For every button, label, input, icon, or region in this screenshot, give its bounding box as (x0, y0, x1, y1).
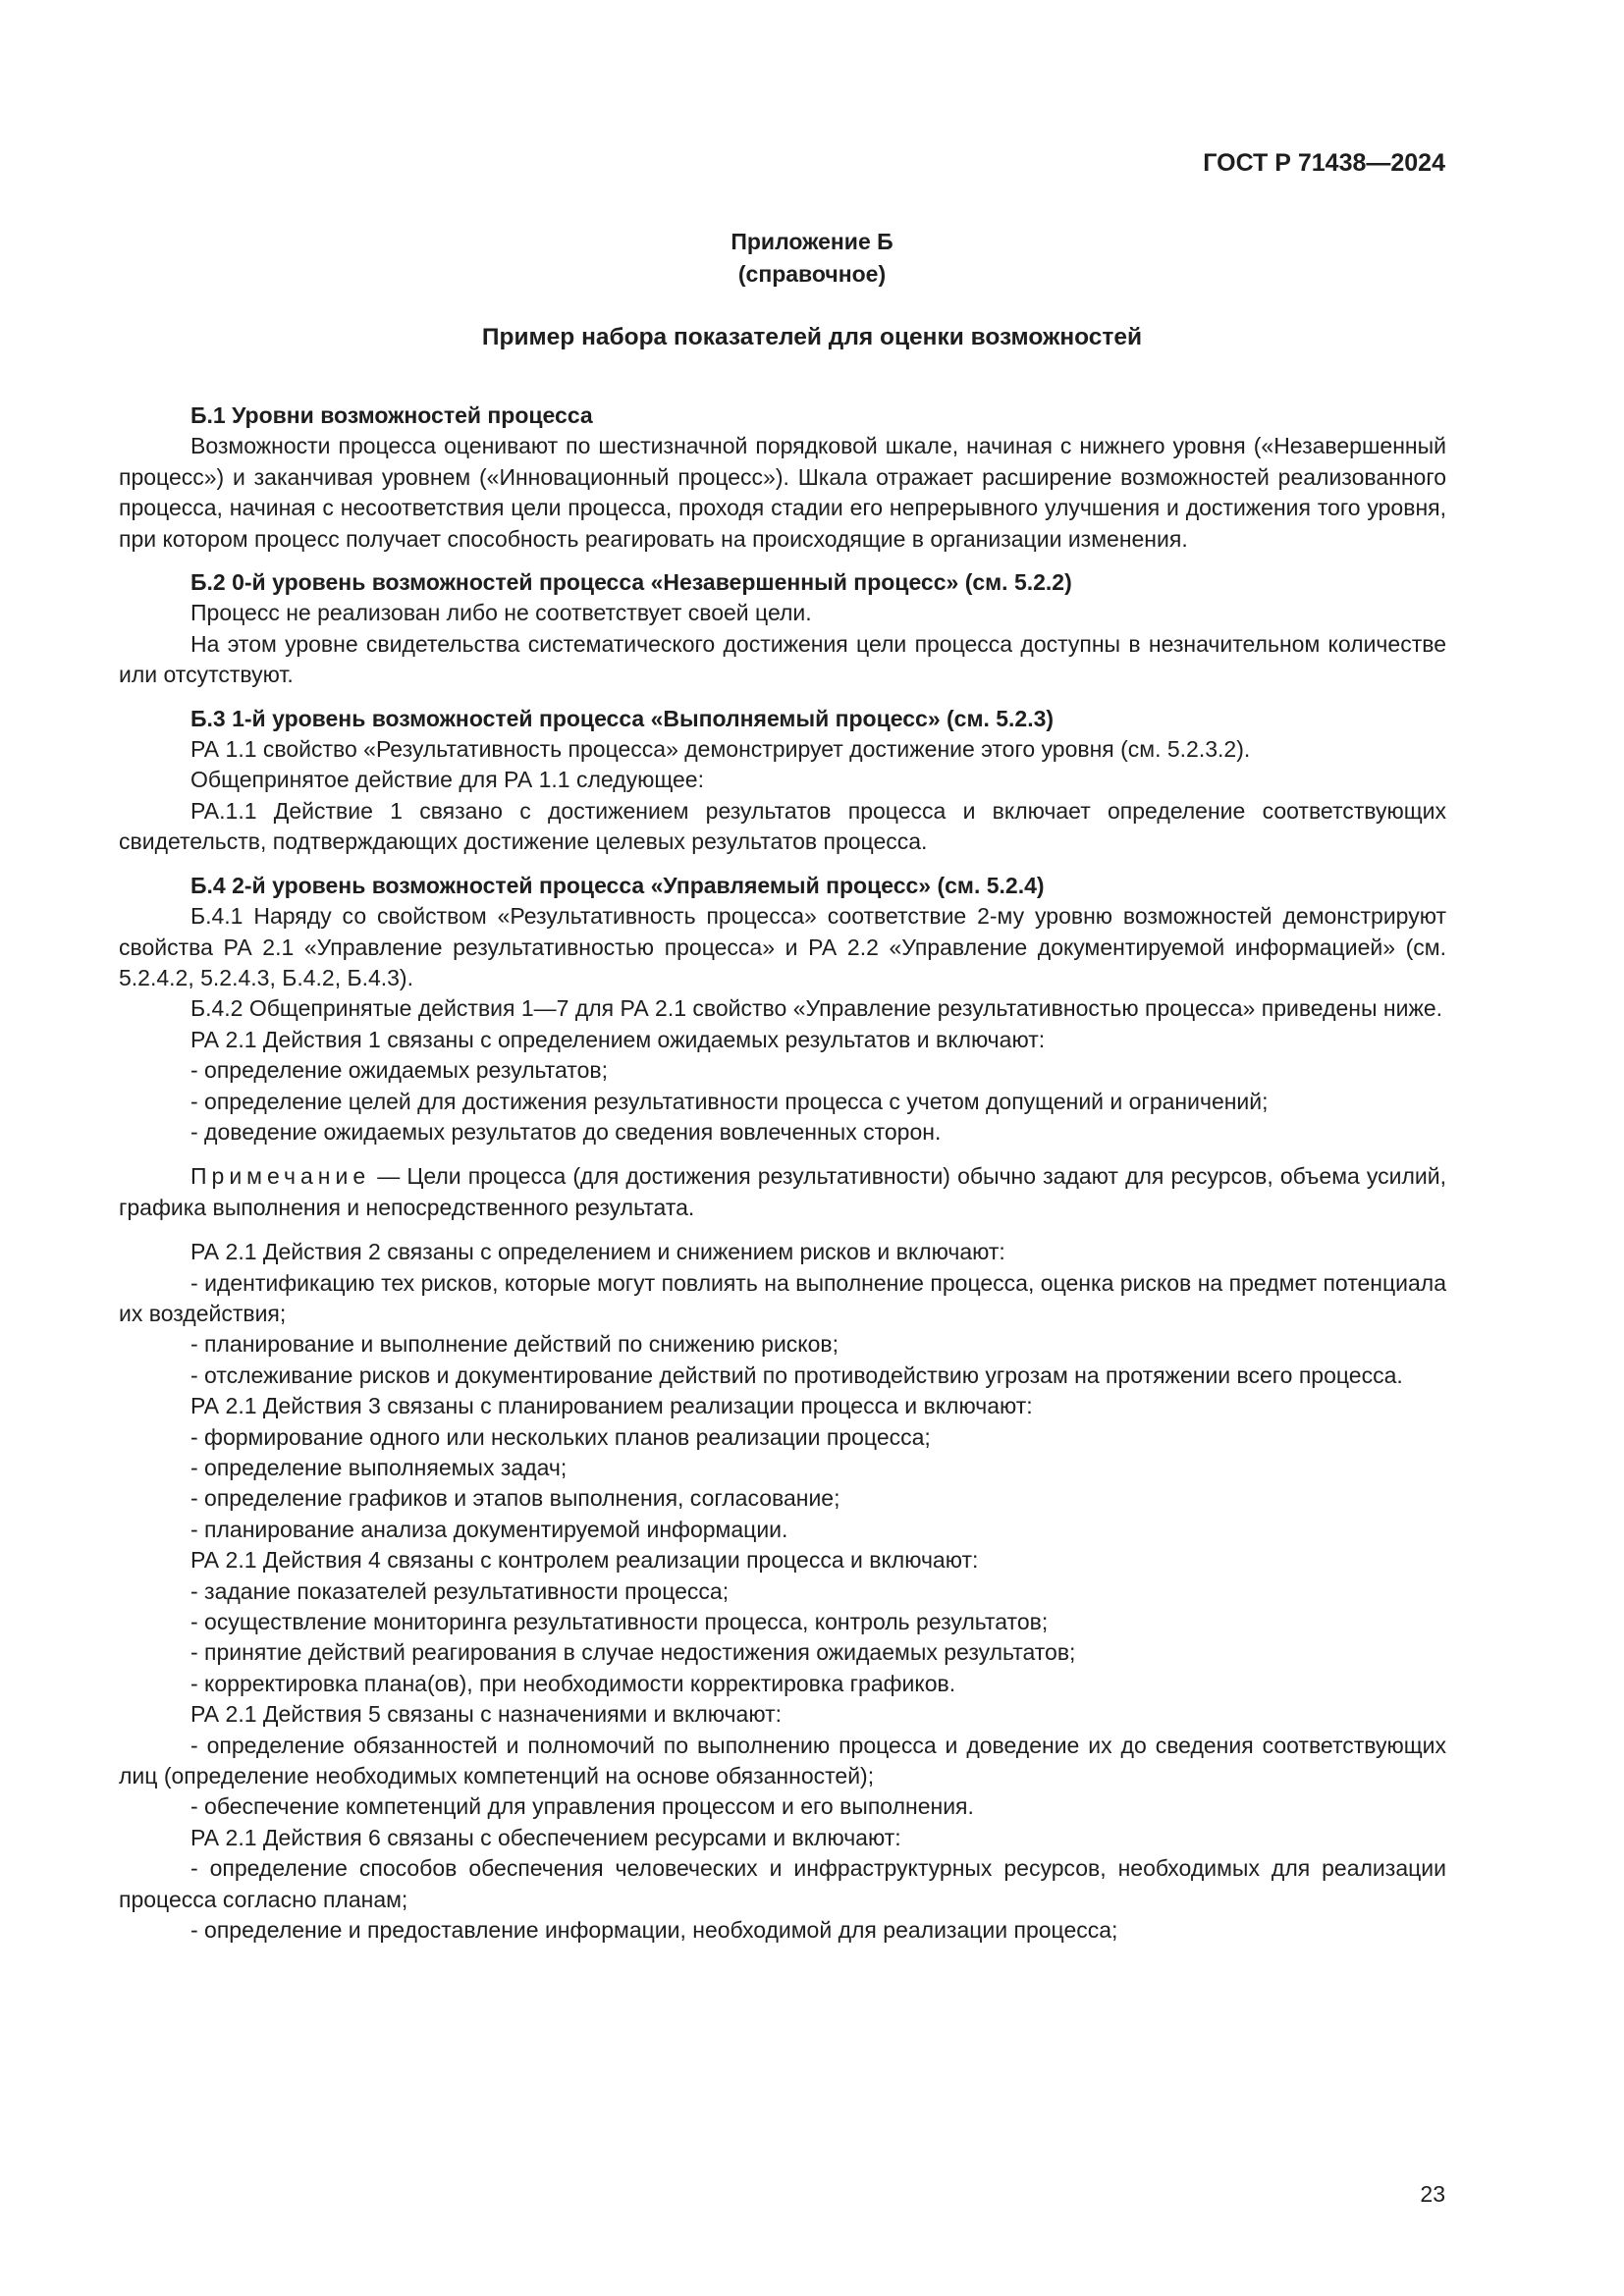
list-item: - планирование анализа документируемой информации. (190, 1516, 788, 1542)
list-item: - формирование одного или нескольких планов реализации процесса; (190, 1423, 931, 1450)
annex-kind: (справочное) (737, 261, 887, 287)
note (119, 1161, 1446, 1223)
paragraph: На этом уровне свидетельства систематического достижения цели процесса доступны в незначительном количестве или отсутствуют. (119, 630, 1446, 688)
paragraph: РА.1.1 Действие 1 связано с достижением результатов процесса и включает определение соответствующих свидетельств, подтверждающих достижение целевых результатов процесса. (119, 797, 1446, 855)
section-heading-b2: Б.2 0-й уровень возможностей процесса «Незавершенный процесс» (см. 5.2.2) (190, 569, 1072, 596)
actions-intro: РА 2.1 Действия 4 связаны с контролем реализации процесса и включают: (190, 1547, 979, 1574)
actions-intro: РА 2.1 Действия 1 связаны с определением ожидаемых результатов и включают: (190, 1026, 1046, 1052)
list-item: - определение ожидаемых результатов; (190, 1057, 608, 1084)
actions-intro: РА 2.1 Действия 3 связаны с планированием реализации процесса и включают: (190, 1393, 1033, 1419)
list-item: - осуществление мониторинга результативности процесса, контроль результатов; (190, 1609, 1049, 1635)
list-item: - идентификацию тех рисков, которые могут повлиять на выполнение процесса, оценка рисков на предмет потенциала их воздействия; (119, 1269, 1446, 1326)
paragraph: Возможности процесса оценивают по шестизначной порядковой шкале, начиная с нижнего уровня («Незавершенный процесс») и заканчивая уровнем («Инновационный процесс»). Шкала отражает расширение возможностей реализованного процесса, начиная с несоответствия цели процесса, проходя стадии его непрерывного улучшения и достижения того уровня, при котором процесс получает способность реагировать на происходящие в организации изменения. (119, 433, 1446, 552)
paragraph: Б.4.2 Общепринятые действия 1—7 для РА 2.1 свойство «Управление результативностью процесса» приведены ниже. (190, 995, 1443, 1022)
section-heading-b4: Б.4 2-й уровень возможностей процесса «Управляемый процесс» (см. 5.2.4) (190, 872, 1045, 898)
paragraph: Общепринятое действие для РА 1.1 следующее: (190, 767, 704, 793)
list-item: - отслеживание рисков и документирование действий по противодействию угрозам на протяжении всего процесса. (190, 1362, 1403, 1388)
list-item: - определение обязанностей и полномочий по выполнению процесса и доведение их до сведения соответствующих лиц (определение необходимых компетенций на основе обязанностей); (119, 1732, 1446, 1789)
annex-subject: Пример набора показателей для оценки возможностей (481, 324, 1143, 350)
note-text: — Цели процесса (для достижения результативности) обычно задают для ресурсов, объема усилий, графика выполнения и непосредственного результата. (119, 1163, 1446, 1220)
section-heading-b1: Б.1 Уровни возможностей процесса (190, 402, 593, 428)
list-item: - определение способов обеспечения человеческих и инфраструктурных ресурсов, необходимых для реализации процесса согласно планам; (119, 1855, 1446, 1912)
note-label: Примечание (190, 1163, 371, 1190)
list-item: - планирование и выполнение действий по снижению рисков; (190, 1331, 839, 1358)
list-item: - обеспечение компетенций для управления процессом и его выполнения. (190, 1793, 974, 1820)
list-item: - определение графиков и этапов выполнения, согласование; (190, 1485, 840, 1512)
paragraph: РА 1.1 свойство «Результативность процесса» демонстрирует достижение этого уровня (см. 5.2.3.2). (190, 736, 1251, 763)
list-item: - определение и предоставление информации, необходимой для реализации процесса; (190, 1917, 1118, 1944)
list-item: - принятие действий реагирования в случае недостижения ожидаемых результатов; (190, 1639, 1076, 1666)
section-heading-b3: Б.3 1-й уровень возможностей процесса «Выполняемый процесс» (см. 5.2.3) (190, 705, 1055, 731)
actions-intro: РА 2.1 Действия 6 связаны с обеспечением ресурсами и включают: (190, 1824, 901, 1850)
paragraph: Б.4.1 Наряду со свойством «Результативность процесса» соответствие 2-му уровню возможностей демонстрируют свойства РА 2.1 «Управление результативностью процесса» и РА 2.2 «Управление документируемой информацией» (см. 5.2.4.2, 5.2.4.3, Б.4.2, Б.4.3). (119, 903, 1446, 990)
list-item: - определение выполняемых задач; (190, 1455, 568, 1480)
actions-intro: РА 2.1 Действия 5 связаны с назначениями и включают: (190, 1701, 782, 1728)
list-item: - корректировка плана(ов), при необходимости корректировка графиков. (190, 1670, 956, 1696)
list-item: - доведение ожидаемых результатов до сведения вовлеченных сторон. (190, 1118, 942, 1145)
list-item: - задание показателей результативности процесса; (190, 1577, 730, 1604)
actions-intro: РА 2.1 Действия 2 связаны с определением и снижением рисков и включают: (190, 1239, 1005, 1265)
document-code: ГОСТ Р 71438—2024 (1203, 149, 1445, 177)
list-item: - определение целей для достижения результативности процесса с учетом допущений и ограничений; (190, 1088, 1269, 1114)
annex-title: Приложение Б (731, 229, 893, 254)
page-number: 23 (1420, 2181, 1445, 2207)
paragraph: Процесс не реализован либо не соответствует своей цели. (190, 600, 812, 626)
document-body (119, 400, 1446, 1947)
